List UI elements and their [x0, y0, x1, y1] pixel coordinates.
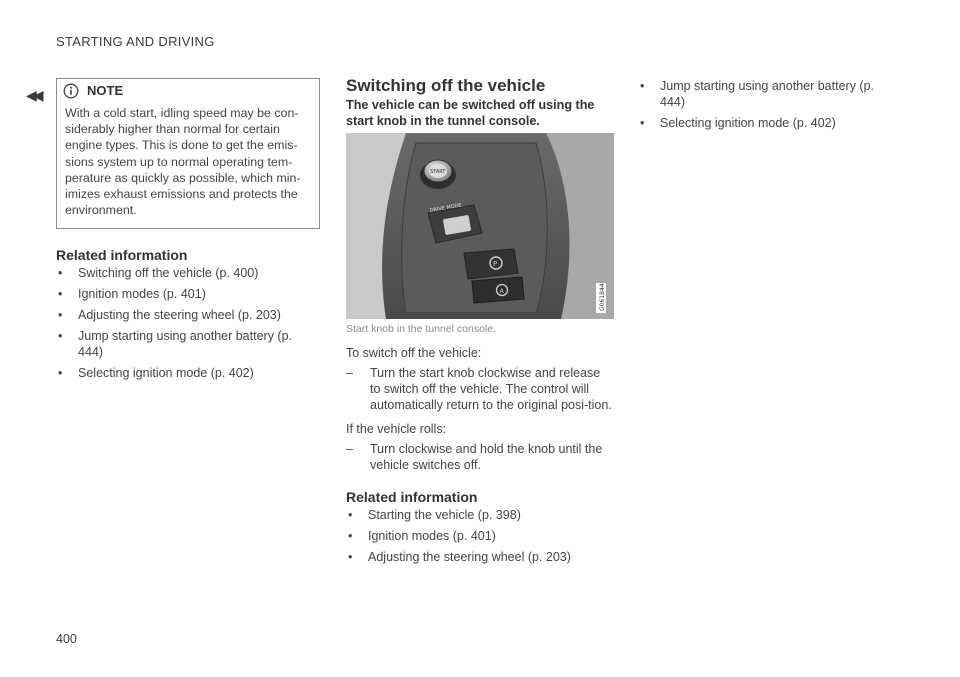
drive-mode-label: DRIVE MODE — [429, 202, 463, 214]
svg-text:P: P — [493, 260, 498, 268]
related-link[interactable]: • Selecting ignition mode (p. 402) — [56, 365, 320, 381]
related-link[interactable]: • Jump starting using another battery (p. 444) — [638, 78, 888, 110]
image-caption: Start knob in the tunnel console. — [346, 323, 497, 335]
instruction-step: – Turn the start knob clockwise and release to switch off the vehicle. The control will automatically return to the original posi-tion. — [346, 365, 614, 413]
related-link[interactable]: • Starting the vehicle (p. 398) — [346, 507, 614, 523]
related-link[interactable]: • Ignition modes (p. 401) — [56, 286, 320, 302]
instruction-intro: To switch off the vehicle: — [346, 346, 482, 360]
svg-text:A: A — [499, 287, 504, 295]
note-text: With a cold start, idling speed may be con-siderably higher than normal for certain engine types. This is done to get the emis-sions system up to normal operating tem-perature as quickly as possible, which min-imizes exhaust emissions and protects the environment. — [65, 106, 301, 218]
note-title: NOTE — [87, 83, 124, 98]
related-link[interactable]: • Adjusting the steering wheel (p. 203) — [56, 307, 320, 323]
instruction-intro-rolls: If the vehicle rolls: — [346, 422, 447, 436]
note-box — [56, 78, 320, 229]
image-code: G061844 — [599, 283, 606, 311]
note-header — [63, 83, 309, 99]
right-column — [638, 78, 888, 136]
left-column — [56, 78, 320, 386]
related-info-heading: Related information — [346, 489, 478, 505]
instruction-steps — [346, 365, 614, 413]
related-info-list-continued — [638, 78, 888, 131]
related-info-list — [346, 507, 614, 565]
section-lead: The vehicle can be switched off using the start knob in the tunnel console. — [346, 98, 595, 128]
related-link[interactable]: • Selecting ignition mode (p. 402) — [638, 115, 888, 131]
related-link[interactable]: • Adjusting the steering wheel (p. 203) — [346, 549, 614, 565]
section-header: STARTING AND DRIVING — [56, 34, 215, 49]
middle-column — [346, 78, 614, 570]
related-link[interactable]: • Ignition modes (p. 401) — [346, 528, 614, 544]
instruction-steps-rolls — [346, 441, 614, 473]
related-link[interactable]: • Jump starting using another battery (p. 444) — [56, 328, 320, 360]
related-info-list — [56, 265, 320, 381]
related-link[interactable]: • Switching off the vehicle (p. 400) — [56, 265, 320, 281]
svg-text:START: START — [430, 169, 446, 175]
continued-from-previous-icon: ◀◀ — [26, 87, 40, 103]
info-icon — [63, 83, 79, 99]
instruction-step: – Turn clockwise and hold the knob until the vehicle switches off. — [346, 441, 614, 473]
page-number: 400 — [56, 632, 77, 646]
related-info-heading: Related information — [56, 247, 188, 264]
tunnel-console-image — [346, 133, 614, 319]
section-title: Switching off the vehicle — [346, 76, 546, 95]
